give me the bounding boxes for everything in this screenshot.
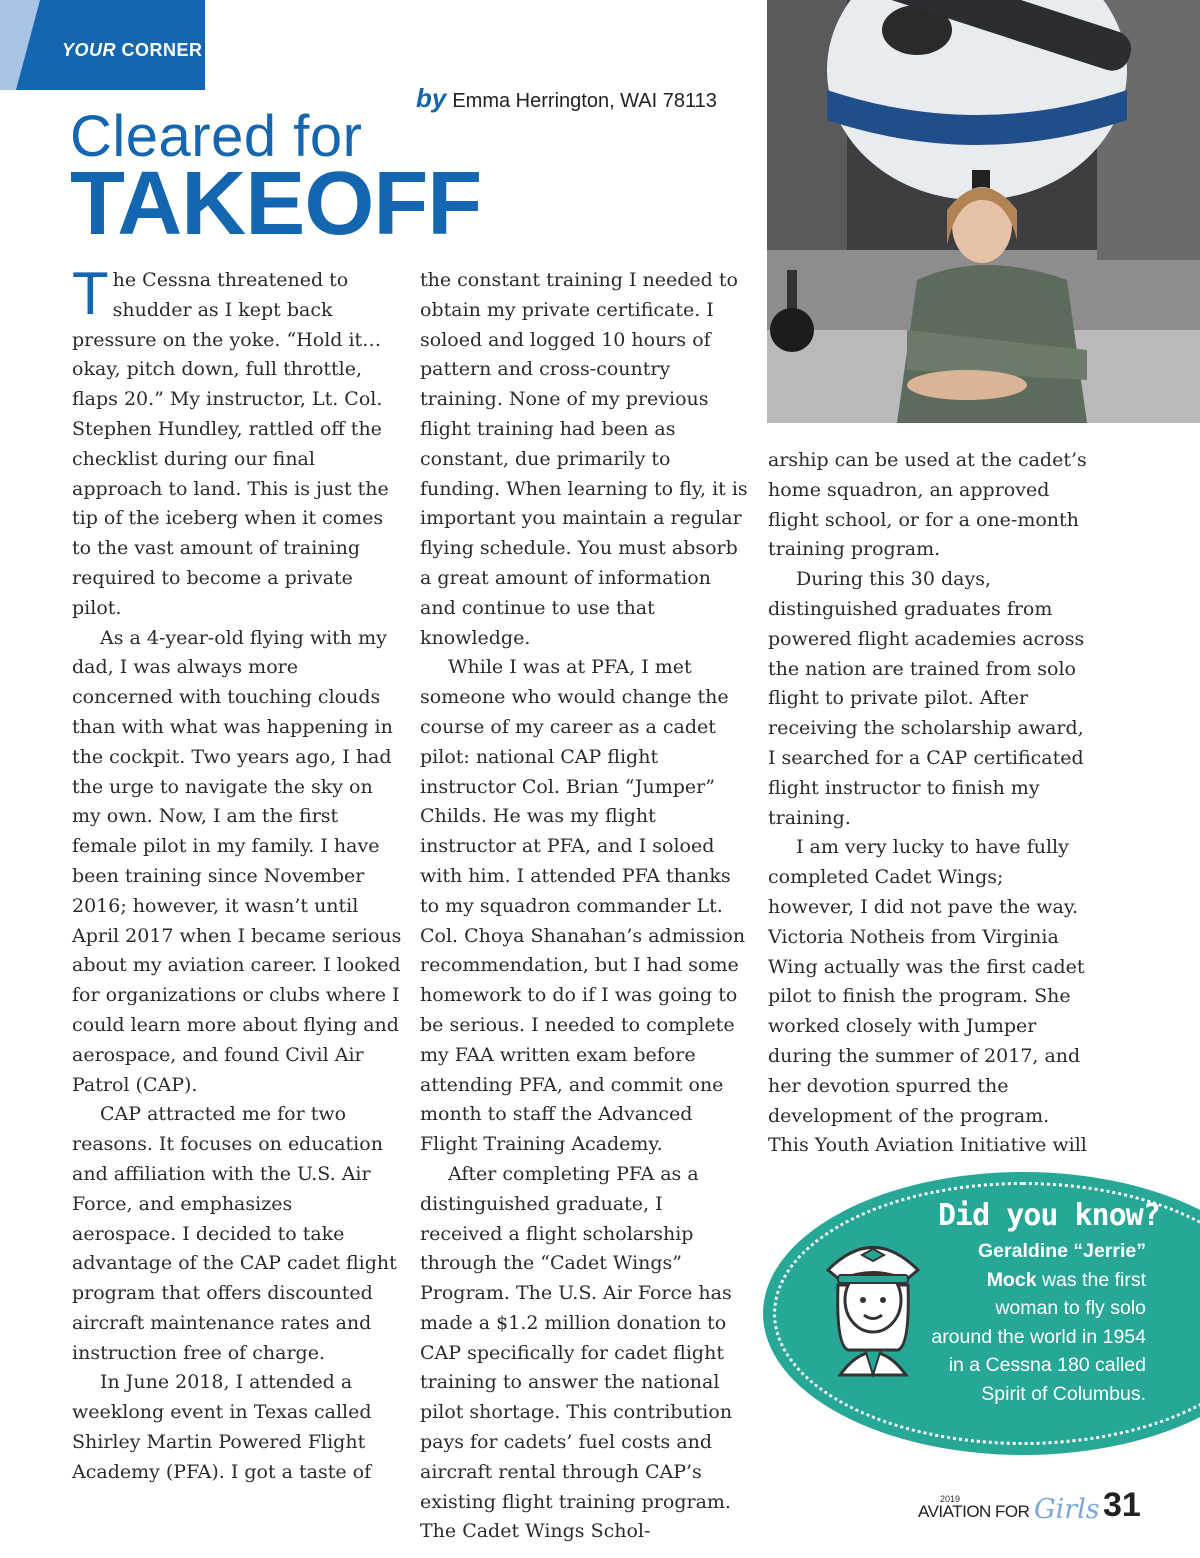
paragraph: I am very lucky to have fully completed Cadet Wings; however, I did not pave the way. Victoria Notheis from Virginia Wing actually was the first cadet pilot to finish the program. She worked closely with Jumper during the summer of 2017, and her devotion spurred the development of the program. This Youth Aviation Initiative will xyxy=(768,836,1087,1157)
did-you-know-body: was the first woman to fly solo around the world in 1954 in a Cessna 180 called Spirit of Columbus. xyxy=(931,1268,1146,1405)
section-label-first: YOUR xyxy=(62,40,117,60)
page-number: 31 xyxy=(1103,1486,1141,1524)
female-pilot-icon xyxy=(818,1225,928,1385)
dropcap: T xyxy=(72,260,109,327)
paragraph: the constant training I needed to obtain my private certificate. I soloed and logged 10 hours of pattern and cross-country training. None of my previous flight training had been as constant, due primarily to funding. When learning to fly, it is important you maintain a regular flying schedule. You must absorb a great amount of information and continue to use that knowledge. xyxy=(420,269,748,649)
logo-year: 2019 xyxy=(940,1494,961,1504)
title-line-1: Cleared for xyxy=(70,104,363,169)
paragraph-text: he Cessna threatened to shudder as I kept back pressure on the yoke. “Hold it… okay, pitch down, full throttle, flaps 20.” My instructor, Lt. Col. Stephen Hundley, rattled off the checklist during our final approach to land. This is just the tip of the iceberg when it comes to the vast amount of training required to become a private pilot. xyxy=(72,269,389,619)
paragraph: After completing PFA as a distinguished graduate, I received a flight scholarship through the “Cadet Wings” Program. The U.S. Air Force has made a $1.2 million donation to CAP specifically for cadet flight training to answer the national pilot shortage. This contribution pays for cadets’ fuel costs and aircraft rental through CAP’s existing flight training program. The Cadet Wings Schol- xyxy=(420,1162,733,1543)
section-tab xyxy=(0,0,205,90)
logo-girls: Girls xyxy=(1034,1494,1100,1525)
section-label xyxy=(62,40,203,61)
byline-author: Emma Herrington, WAI 78113 xyxy=(452,90,717,112)
paragraph: In June 2018, I attended a weeklong event in Texas called Shirley Martin Powered Flight Academy (PFA). I got a taste of xyxy=(72,1371,372,1483)
paragraph: arship can be used at the cadet’s home squadron, an approved flight school, or for a one-month training program. xyxy=(768,449,1087,561)
paragraph: As a 4-year-old flying with my dad, I was always more concerned with touching clouds than with what was happening in the cockpit. Two years ago, I had the urge to navigate the sky on my own. Now, I am the first female pilot in my family. I have been training since November 2016; however, it wasn’t until April 2017 when I became serious about my aviation career. I looked for organizations or clubs where I could learn more about flying and aerospace, and found Civil Air Patrol (CAP). xyxy=(72,626,402,1096)
paragraph: CAP attracted me for two reasons. It focuses on education and affiliation with the U.S. Air Force, and emphasizes aerospace. I decided to take advantage of the CAP cadet flight program that offers discounted aircraft maintenance rates and instruction free of charge. xyxy=(72,1103,397,1364)
paragraph: During this 30 days, distinguished graduates from powered flight academies across the nation are trained from solo flight to private pilot. After receiving the scholarship award, I searched for a CAP certificated flight instructor to finish my training. xyxy=(768,568,1085,829)
byline-by: by xyxy=(416,83,447,113)
did-you-know-text xyxy=(930,1237,1146,1408)
byline xyxy=(416,83,717,114)
paragraph xyxy=(72,260,402,624)
did-you-know-title: Did you know? xyxy=(938,1198,1160,1233)
pilot-with-airplane-photo xyxy=(767,0,1200,423)
section-tab-accent xyxy=(0,0,40,90)
paragraph: While I was at PFA, I met someone who would change the course of my career as a cadet pilot: national CAP flight instructor Col. Brian “Jumper” Childs. He was my flight instructor at PFA, and I soloed with him. I attended PFA thanks to my squadron commander Lt. Col. Choya Shanahan’s admission recommendation, but I had some homework to do if I was going to be serious. I needed to complete my FAA written exam before attending PFA, and commit one month to staff the Advanced Flight Training Academy. xyxy=(420,656,746,1156)
article-column-2 xyxy=(420,266,750,1547)
magazine-logo xyxy=(918,1494,1098,1534)
section-label-rest: CORNER xyxy=(121,40,203,60)
logo-text: AVIATION FOR xyxy=(918,1502,1030,1521)
title-line-2: TAKEOFF xyxy=(70,154,482,254)
article-column-1 xyxy=(72,260,402,1488)
did-you-know-name: Geraldine “Jerrie” Mock xyxy=(978,1240,1146,1291)
article-column-3 xyxy=(768,446,1093,1161)
photo-illustration xyxy=(767,0,1200,423)
